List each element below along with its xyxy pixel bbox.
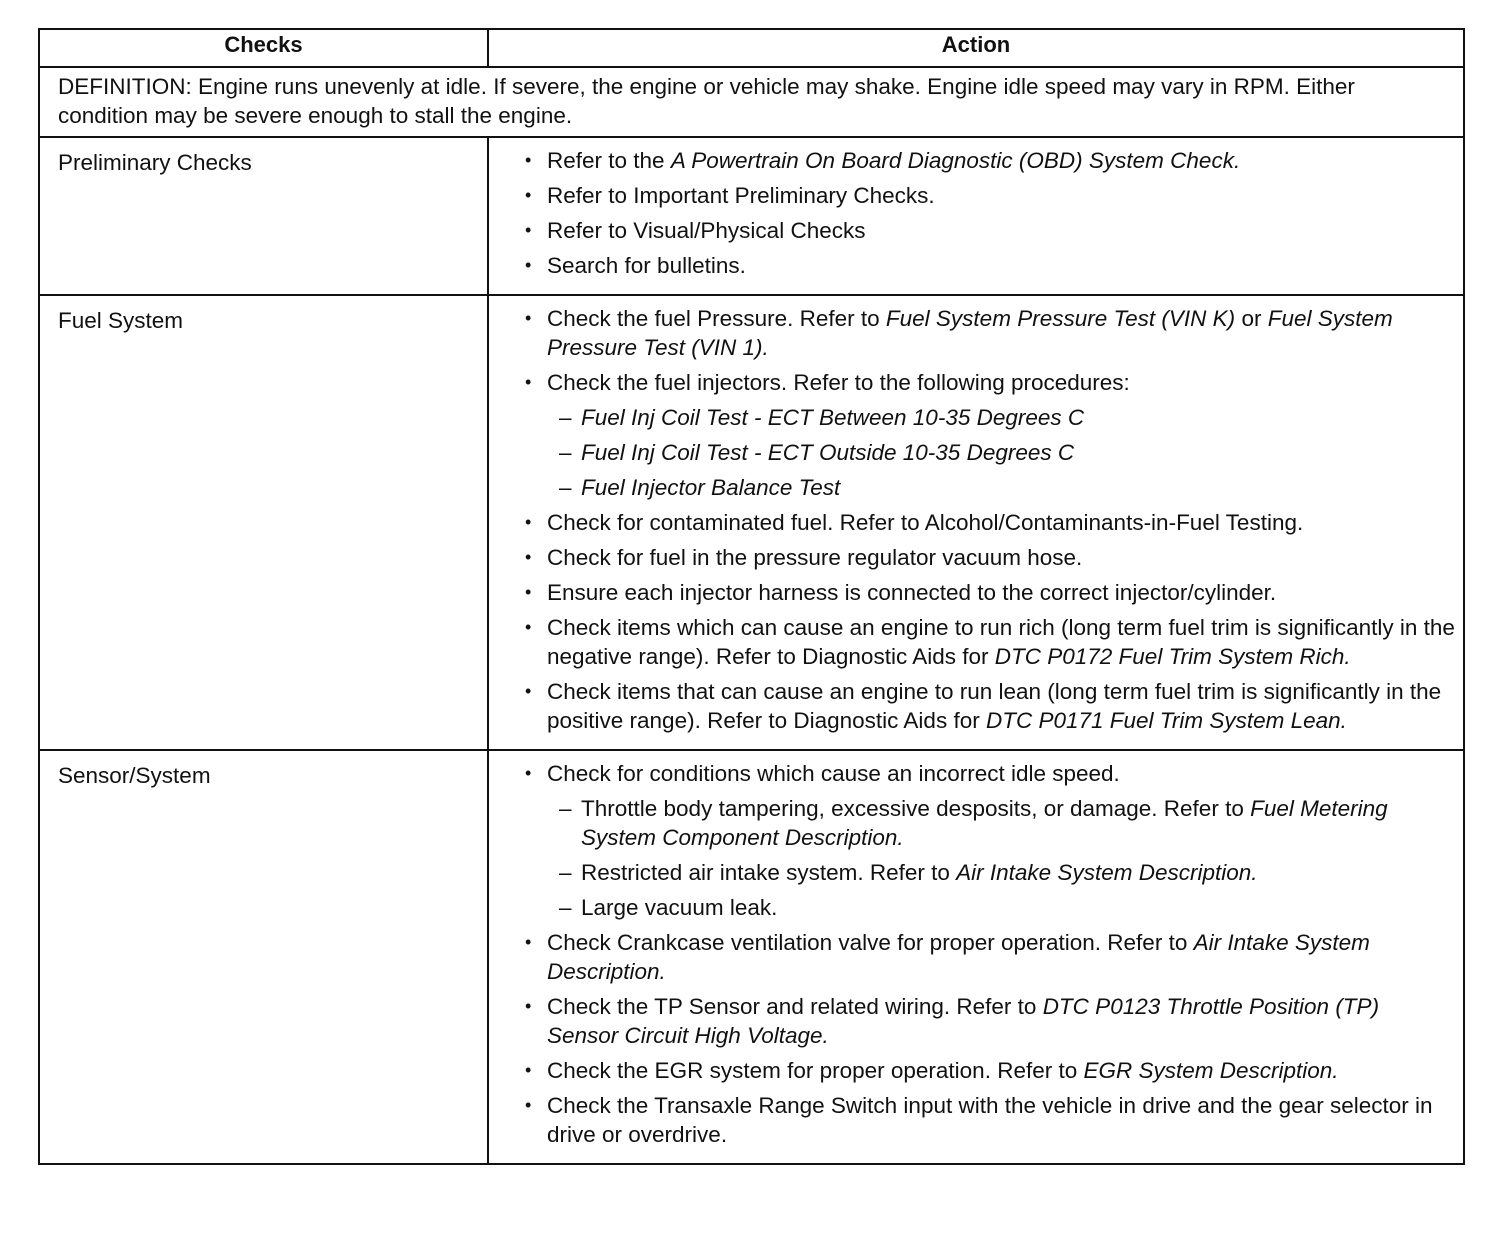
check-name: Fuel System (39, 295, 488, 750)
sub-item: – Fuel Inj Coil Test - ECT Between 10-35 Degrees C (559, 403, 1455, 432)
action-item: • Check items that can cause an engine to run lean (long term fuel trim is significantly in the positive range). Refer to Diagnostic Aids for DTC P0171 Fuel Trim System Lean. (525, 677, 1455, 735)
diagnostic-table (38, 28, 1465, 1165)
action-cell (488, 295, 1464, 750)
action-item: • Refer to Visual/Physical Checks (525, 216, 1455, 245)
action-column-header: Action (488, 29, 1464, 67)
check-name: Sensor/System (39, 750, 488, 1164)
action-item: • Check for contaminated fuel. Refer to Alcohol/Contaminants-in-Fuel Testing. (525, 508, 1455, 537)
action-item: • Ensure each injector harness is connected to the correct injector/cylinder. (525, 578, 1455, 607)
section-row-sensor-system (39, 750, 1464, 1164)
action-item: • Check for conditions which cause an incorrect idle speed. – Throttle body tampering, excessive desposits, or damage. Refer to Fuel Metering System Component Description. – Restricted air intake system. Refer to Air Intake System Description. – Large vacuum leak. (525, 759, 1455, 922)
action-list (489, 146, 1455, 280)
action-cell (488, 750, 1464, 1164)
action-list (489, 304, 1455, 735)
action-item: • Check the Transaxle Range Switch input with the vehicle in drive and the gear selector in drive or overdrive. (525, 1091, 1455, 1149)
action-item: • Check items which can cause an engine to run rich (long term fuel trim is significantly in the negative range). Refer to Diagnostic Aids for DTC P0172 Fuel Trim System Rich. (525, 613, 1455, 671)
section-row-fuel-system (39, 295, 1464, 750)
action-cell (488, 137, 1464, 295)
action-item: • Check for fuel in the pressure regulator vacuum hose. (525, 543, 1455, 572)
action-list (489, 759, 1455, 1149)
sub-item: – Fuel Injector Balance Test (559, 473, 1455, 502)
action-item: • Refer to Important Preliminary Checks. (525, 181, 1455, 210)
sub-item: – Restricted air intake system. Refer to Air Intake System Description. (559, 858, 1455, 887)
sub-item: – Fuel Inj Coil Test - ECT Outside 10-35 Degrees C (559, 438, 1455, 467)
definition-text: DEFINITION: Engine runs unevenly at idle. If severe, the engine or vehicle may shake. Engine idle speed may vary in RPM. Either condition may be severe enough to stall the engine. (39, 67, 1464, 137)
action-item: • Search for bulletins. (525, 251, 1455, 280)
sub-item: – Throttle body tampering, excessive desposits, or damage. Refer to Fuel Metering System Component Description. (559, 794, 1455, 852)
sub-item: – Large vacuum leak. (559, 893, 1455, 922)
sub-list (547, 403, 1455, 502)
checks-column-header: Checks (39, 29, 488, 67)
action-item: • Check the EGR system for proper operation. Refer to EGR System Description. (525, 1056, 1455, 1085)
action-item: • Check the TP Sensor and related wiring. Refer to DTC P0123 Throttle Position (TP) Sensor Circuit High Voltage. (525, 992, 1455, 1050)
sub-list (547, 794, 1455, 922)
action-item: • Check Crankcase ventilation valve for proper operation. Refer to Air Intake System Description. (525, 928, 1455, 986)
action-item: • Check the fuel Pressure. Refer to Fuel System Pressure Test (VIN K) or Fuel System Pressure Test (VIN 1). (525, 304, 1455, 362)
action-item: • Check the fuel injectors. Refer to the following procedures: – Fuel Inj Coil Test - ECT Between 10-35 Degrees C – Fuel Inj Coil Test - ECT Outside 10-35 Degrees C – Fuel Injector Balance Test (525, 368, 1455, 502)
action-item: • Refer to the A Powertrain On Board Diagnostic (OBD) System Check. (525, 146, 1455, 175)
header-row (39, 29, 1464, 67)
check-name: Preliminary Checks (39, 137, 488, 295)
section-row-preliminary (39, 137, 1464, 295)
definition-row (39, 67, 1464, 137)
